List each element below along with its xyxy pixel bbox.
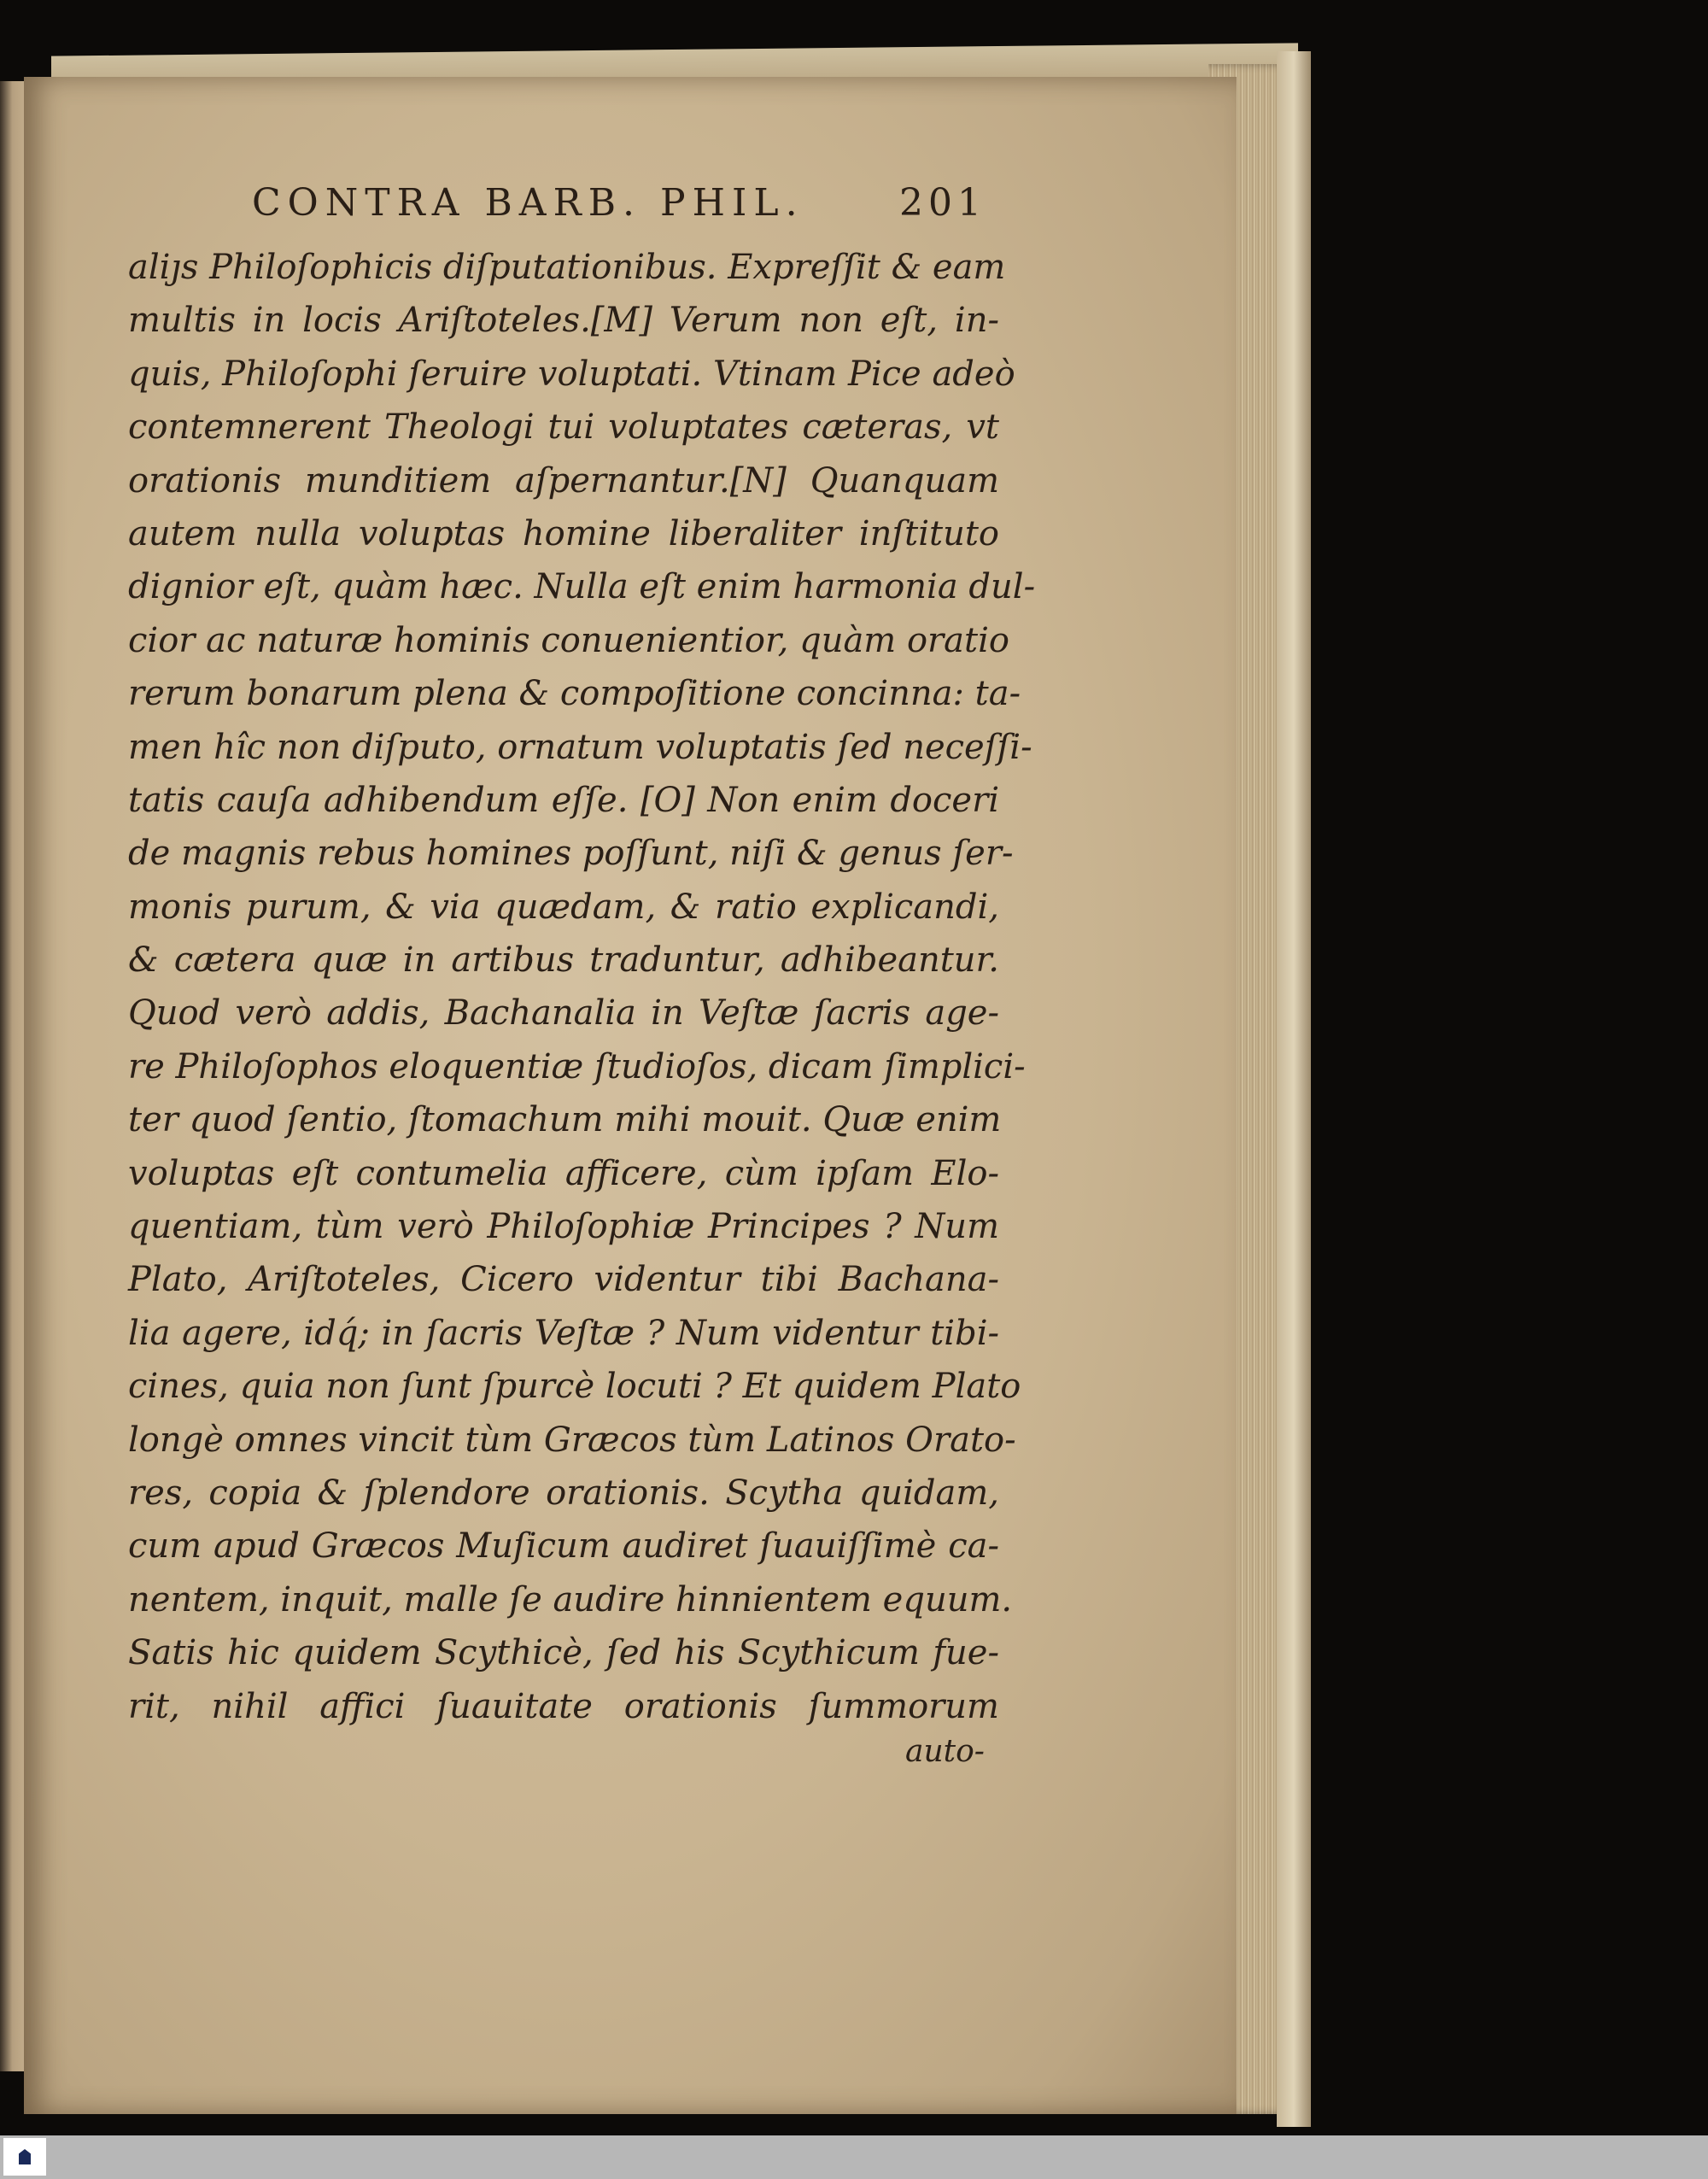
right-cover-edge: [1277, 51, 1311, 2127]
text-line: Satis hic quidem Scythicè, ſed his Scythicum fue-: [128, 1633, 999, 1673]
text-line: nentem, inquit, malle ſe audire hinnientem equum.: [128, 1579, 1013, 1620]
text-line: res, copia & ſplendore orationis. Scytha quidam,: [128, 1473, 999, 1513]
viewer-footer-bar: [0, 2135, 1708, 2179]
library-logo-icon: [19, 2149, 31, 2164]
page-number: 201: [899, 181, 986, 225]
text-line: quentiam, tùm verò Philoſophiæ Principes ? Num: [128, 1207, 999, 1247]
text-line: aliȷs Philoſophicis diſputationibus. Expreſſit & eam: [128, 248, 1006, 287]
page-header: [252, 181, 986, 241]
text-line: & cætera quæ in artibus traduntur, adhibeantur.: [128, 940, 999, 981]
text-line: monis purum, & via quædam, & ratio explicandi,: [128, 887, 999, 927]
page-body-text: [128, 248, 1036, 1740]
text-line: re Philoſophos eloquentiæ ſtudioſos, dicam ſimplici-: [128, 1046, 1026, 1087]
text-line: autem nulla voluptas homine liberaliter inſtituto: [128, 513, 999, 554]
text-line: cum apud Græcos Muſicum audiret ſuauiſſimè ca-: [128, 1526, 999, 1567]
text-line: dignior eſt, quàm hæc. Nulla eſt enim harmonia dul-: [128, 567, 1036, 607]
catchword: auto-: [905, 1734, 985, 1769]
text-line: ter quod ſentio, ſtomachum mihi mouit. Quæ enim: [128, 1100, 1002, 1140]
text-line: contemnerent Theologi tui voluptates cæteras, vt: [128, 407, 999, 448]
text-line: Quod verò addis, Bachanalia in Veſtæ ſacris age-: [128, 993, 999, 1034]
text-line: Plato, Ariſtoteles, Cicero videntur tibi Bachana-: [128, 1260, 999, 1300]
library-logo: [3, 2138, 46, 2176]
text-line: rit, nihil affici ſuauitate orationis ſummorum: [128, 1686, 999, 1726]
text-line: orationis munditiem aſpernantur.[N] Quanquam: [128, 460, 999, 501]
text-line: longè omnes vincit tùm Græcos tùm Latinos Orato-: [128, 1420, 1016, 1460]
text-line: voluptas eſt contumelia afficere, cùm ipſam Elo-: [128, 1153, 999, 1193]
text-line: de magnis rebus homines poſſunt, niſi & genus ſer-: [128, 834, 1014, 874]
text-line: men hîc non diſputo, ornatum voluptatis ſed neceſſi-: [128, 727, 1032, 767]
text-line: multis in locis Ariſtoteles.[M] Verum non eſt, in-: [128, 301, 999, 341]
running-head: CONTRA BARB. PHIL.: [252, 181, 804, 225]
text-line: rerum bonarum plena & compoſitione concinna: ta-: [128, 674, 1021, 714]
text-line: tatis cauſa adhibendum eſſe. [O] Non enim doceri: [128, 780, 999, 820]
text-line: lia agere, idq́; in ſacris Veſtæ ? Num videntur tibi-: [128, 1313, 999, 1353]
text-line: cior ac naturæ hominis conuenientior, quàm oratio: [128, 620, 1009, 660]
text-line: cines, quia non ſunt ſpurcè locuti ? Et quidem Plato: [128, 1367, 1021, 1407]
text-line: quis, Philoſophi ſeruire voluptati. Vtinam Pice adeò: [128, 354, 1015, 394]
